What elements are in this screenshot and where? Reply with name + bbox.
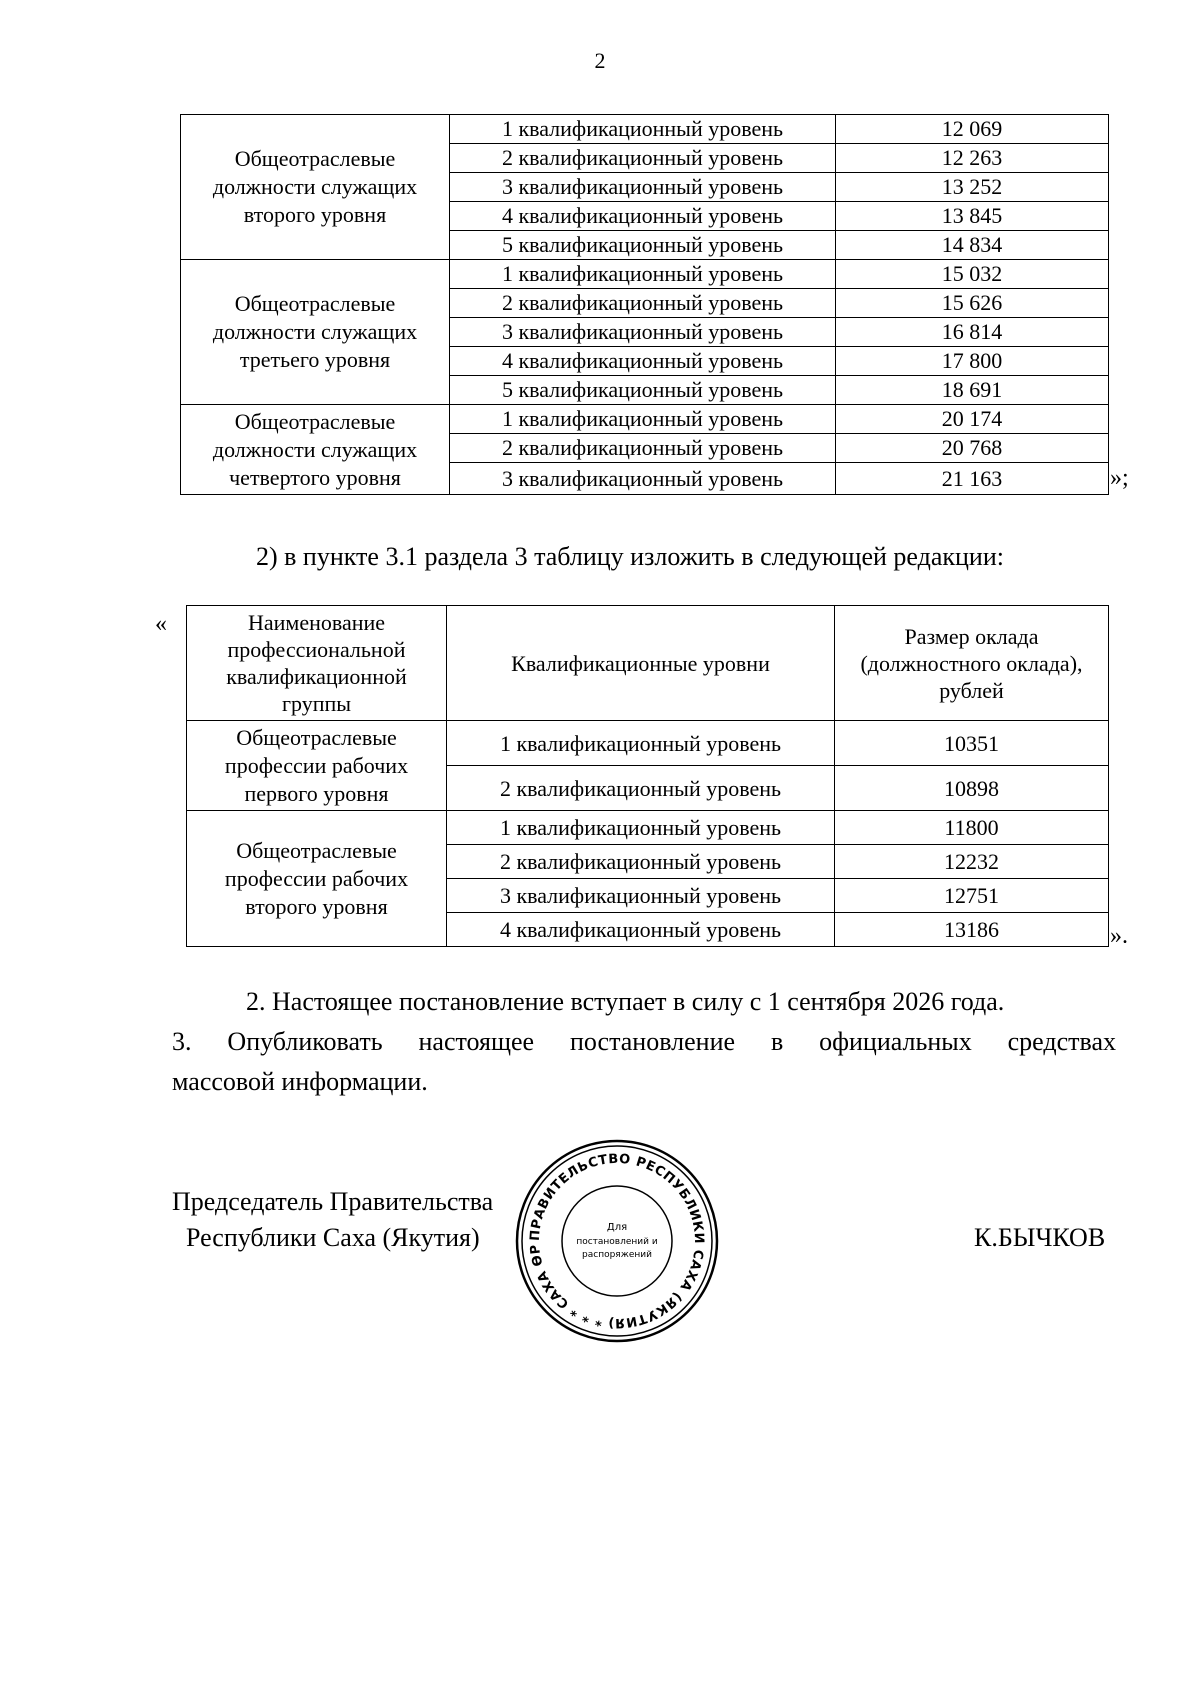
level-cell: 3 квалификационный уровень <box>447 879 835 913</box>
group-name-line: Общеотраслевые <box>236 837 397 863</box>
group-name-cell <box>181 405 450 495</box>
seal-center-text: Для <box>606 1222 628 1233</box>
group-name-line: профессии рабочих <box>224 865 409 891</box>
group-name-line: четвертого уровня <box>229 464 401 490</box>
salary-cell: 14 834 <box>836 231 1109 260</box>
group-name-line: должности служащих <box>212 436 418 462</box>
group-name-line: второго уровня <box>243 202 387 227</box>
level-cell: 1 квалификационный уровень <box>450 405 836 434</box>
salary-cell: 12751 <box>835 879 1109 913</box>
header-line: (должностного оклада), <box>860 650 1083 676</box>
closing-quote: ». <box>1110 923 1128 949</box>
salary-cell: 15 626 <box>836 289 1109 318</box>
group-name-line: должности служащих <box>212 174 418 199</box>
salary-cell: 10351 <box>835 721 1109 766</box>
salary-table-workers <box>186 605 1109 947</box>
level-cell: 4 квалификационный уровень <box>450 202 836 231</box>
closing-quote: »; <box>1110 465 1129 491</box>
group-name-line: третьего уровня <box>239 347 391 372</box>
opening-quote: « <box>155 611 167 637</box>
group-name-line: Общеотраслевые <box>234 408 396 434</box>
signer-title-line-2: Республики Саха (Якутия) <box>186 1223 480 1252</box>
header-levels: Квалификационные уровни <box>447 606 835 721</box>
level-cell: 3 квалификационный уровень <box>450 463 836 495</box>
group-name-line: Общеотраслевые <box>234 146 396 171</box>
group-name-line: второго уровня <box>245 893 388 919</box>
salary-cell: 21 163 <box>836 463 1109 495</box>
level-cell: 2 квалификационный уровень <box>450 144 836 173</box>
signer-name: К.БЫЧКОВ <box>974 1223 1106 1252</box>
level-cell: 2 квалификационный уровень <box>447 845 835 879</box>
header-group <box>187 606 447 721</box>
table-row <box>181 260 1109 289</box>
header-line: группы <box>281 691 352 716</box>
table-row <box>187 721 1109 766</box>
level-cell: 3 квалификационный уровень <box>450 173 836 202</box>
table-row <box>181 115 1109 144</box>
seal-center-text: постановлений и <box>576 1237 658 1247</box>
salary-cell: 20 768 <box>836 434 1109 463</box>
table-row <box>187 811 1109 845</box>
header-line: профессиональной <box>227 637 406 662</box>
salary-cell: 17 800 <box>836 347 1109 376</box>
salary-cell: 12232 <box>835 845 1109 879</box>
page-number: 2 <box>594 48 606 73</box>
seal-graphic <box>514 1138 720 1344</box>
salary-cell: 20 174 <box>836 405 1109 434</box>
signer-title-line-1: Председатель Правительства <box>172 1187 494 1216</box>
level-cell: 1 квалификационный уровень <box>447 811 835 845</box>
group-name-line: первого уровня <box>244 780 389 806</box>
group-name-line: должности служащих <box>212 319 418 344</box>
salary-table-employees <box>180 114 1109 495</box>
level-cell: 1 квалификационный уровень <box>450 260 836 289</box>
level-cell: 4 квалификационный уровень <box>450 347 836 376</box>
salary-cell: 18 691 <box>836 376 1109 405</box>
salary-cell: 11800 <box>835 811 1109 845</box>
salary-cell: 15 032 <box>836 260 1109 289</box>
salary-cell: 10898 <box>835 766 1109 811</box>
salary-cell: 16 814 <box>836 318 1109 347</box>
header-line: квалификационной <box>226 664 407 689</box>
level-cell: 4 квалификационный уровень <box>447 913 835 947</box>
clause-3-continuation: массовой информации. <box>172 1067 428 1096</box>
level-cell: 2 квалификационный уровень <box>447 766 835 811</box>
level-cell: 2 квалификационный уровень <box>450 434 836 463</box>
group-name-cell <box>187 811 447 947</box>
salary-cell: 13 845 <box>836 202 1109 231</box>
table-row <box>181 405 1109 434</box>
group-name-line: Общеотраслевые <box>234 291 396 316</box>
header-salary <box>835 606 1109 721</box>
amendment-intro: 2) в пункте 3.1 раздела 3 таблицу изложить в следующей редакции: <box>256 542 1004 571</box>
salary-cell: 12 069 <box>836 115 1109 144</box>
seal-outer-text: ПРАВИТЕЛЬСТВО РЕСПУБЛИКИ САХА (ЯКУТИЯ) * * * САХА ӨР <box>527 1151 707 1331</box>
header-line: Размер оклада <box>904 623 1039 649</box>
salary-cell: 13186 <box>835 913 1109 947</box>
group-name-line: профессии рабочих <box>224 752 409 778</box>
clause-2: 2. Настоящее постановление вступает в силу с 1 сентября 2026 года. <box>246 987 1005 1016</box>
group-name-cell <box>181 260 450 405</box>
official-seal <box>514 1138 720 1344</box>
salary-cell: 12 263 <box>836 144 1109 173</box>
level-cell: 2 квалификационный уровень <box>450 289 836 318</box>
level-cell: 5 квалификационный уровень <box>450 231 836 260</box>
clause-3: 3. Опубликовать настоящее постановление в официальных средствах <box>172 1027 1116 1056</box>
salary-cell: 13 252 <box>836 173 1109 202</box>
level-cell: 1 квалификационный уровень <box>447 721 835 766</box>
group-name-line: Общеотраслевые <box>236 724 397 750</box>
group-name-cell <box>181 115 450 260</box>
level-cell: 1 квалификационный уровень <box>450 115 836 144</box>
table-header-row <box>187 606 1109 721</box>
seal-center-text: распоряжений <box>582 1250 652 1260</box>
header-line: Наименование <box>247 610 386 635</box>
level-cell: 5 квалификационный уровень <box>450 376 836 405</box>
header-line: рублей <box>939 677 1004 703</box>
level-cell: 3 квалификационный уровень <box>450 318 836 347</box>
group-name-cell <box>187 721 447 811</box>
